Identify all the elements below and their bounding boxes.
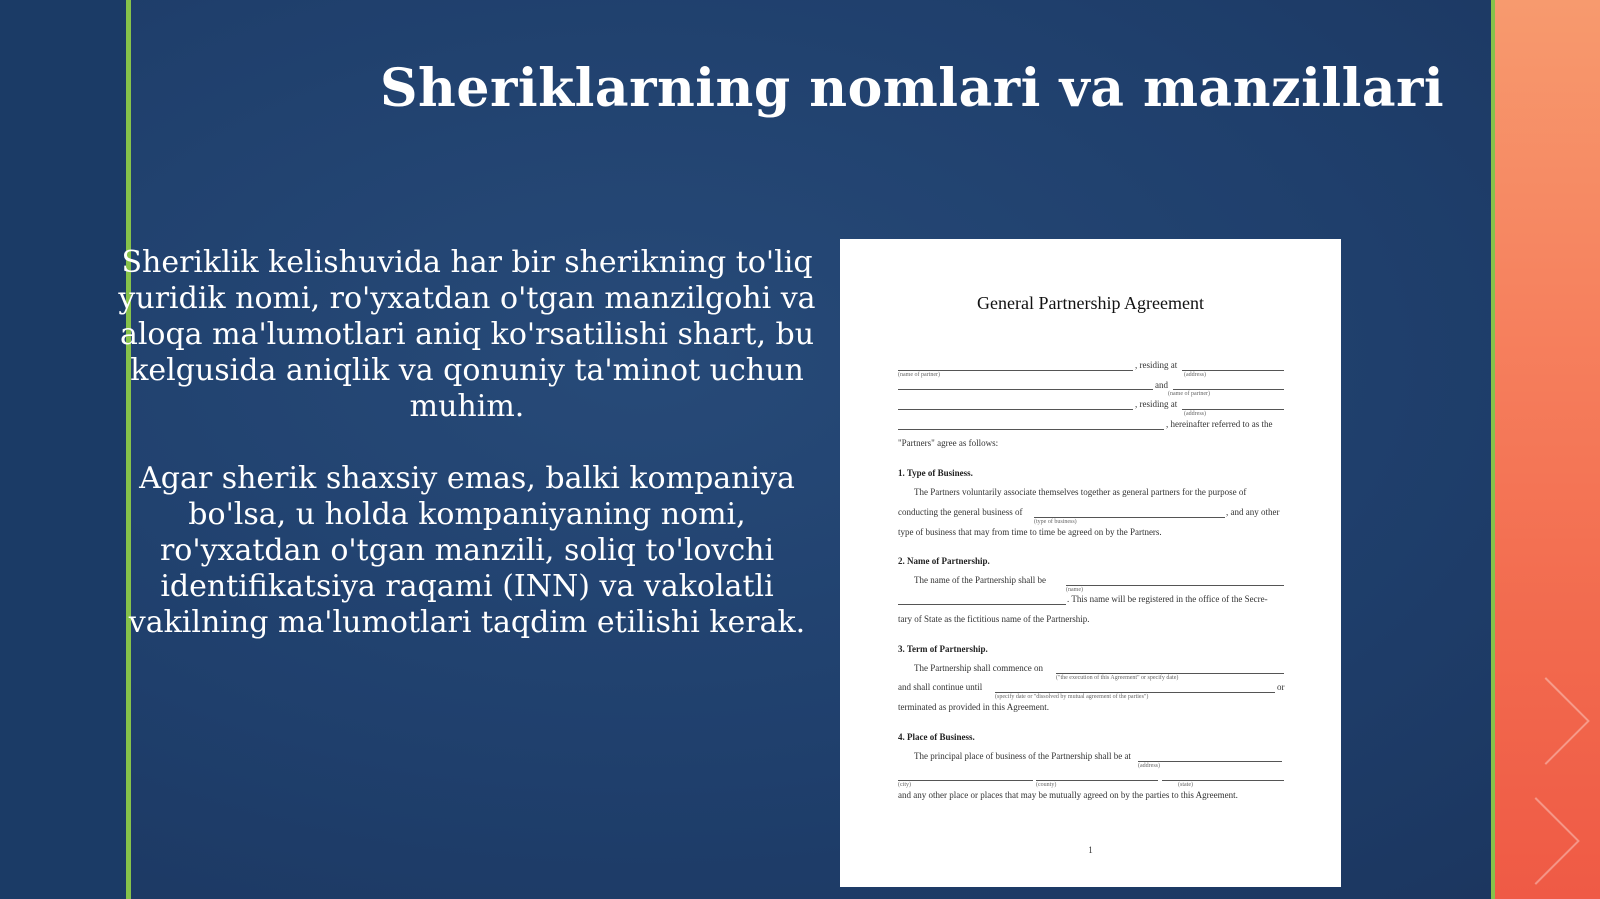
paragraph-partner-details: Sheriklik kelishuvida har bir sherikning to'liq yuridik nomi, ro'yxatdan o'tgan manzilgohi va aloqa ma'lumotlari aniq ko'rsatilishi shart, bu kelgusida aniqlik va qonuniy ta'minot uchun muhim. [118,245,816,424]
doc-text: and any other place or places that may be mutually agreed on by the parties to this Agreement. [898,790,1238,800]
slide-title: Sheriklarning nomlari va manzillari [380,58,1445,119]
blank-line [1034,517,1225,518]
doc-text: The Partnership shall commence on [914,663,1043,673]
doc-label: (address) [1184,411,1206,417]
blank-line [898,389,1153,390]
blank-line [898,780,1033,781]
blank-line [1066,585,1284,586]
page-number: 1 [1088,845,1093,855]
blank-line [1162,780,1284,781]
doc-label: (name of partner) [898,372,940,378]
doc-label: (name) [1066,587,1083,593]
section-heading: 2. Name of Partnership. [898,556,990,566]
doc-text: . This name will be registered in the office of the Secre- [1067,594,1268,604]
blank-line [1056,673,1284,674]
doc-label: (state) [1178,782,1193,788]
paragraph-company-partner: Agar sherik shaxsiy emas, balki kompaniya bo'lsa, u holda kompaniyaning nomi, ro'yxatdan o'tgan manzili, soliq to'lovchi identifikatsiya raqami (INN) va vakolatli vakilning ma'lumotlari taqdim etilishi kerak. [128,461,806,640]
doc-text: The principal place of business of the Partnership shall be at [914,751,1131,761]
agreement-document-image [840,239,1341,887]
document-title: General Partnership Agreement [977,293,1204,313]
doc-text: , residing at [1135,360,1178,370]
blank-line [1182,409,1284,410]
doc-text: The name of the Partnership shall be [914,575,1046,585]
doc-text: , hereinafter referred to as the [1166,419,1273,429]
blank-line [1138,761,1282,762]
blank-line [1173,389,1284,390]
doc-text: tary of State as the fictitious name of the Partnership. [898,614,1090,624]
blank-line [898,370,1133,371]
chevron-decoration-icon [1492,797,1580,885]
doc-label: (type of business) [1034,519,1077,525]
blank-line [1182,370,1284,371]
doc-text: terminated as provided in this Agreement. [898,702,1049,712]
blank-line [1036,780,1158,781]
doc-text: "Partners" agree as follows: [898,438,999,448]
doc-text: and shall continue until [898,682,983,692]
doc-text: and [1155,380,1168,390]
doc-text: type of business that may from time to time be agreed on by the Partners. [898,527,1162,537]
blank-line [995,692,1275,693]
section-heading: 4. Place of Business. [898,732,975,742]
doc-label: ("the execution of this Agreement" or specify date) [1056,675,1179,681]
doc-text: , residing at [1135,399,1178,409]
doc-text: The Partners voluntarily associate themselves together as general partners for the purpose of [914,487,1247,497]
blank-line [898,409,1133,410]
section-heading: 3. Term of Partnership. [898,644,988,654]
doc-label: (address) [1184,372,1206,378]
left-band [0,0,126,899]
doc-text: , and any other [1226,507,1280,517]
doc-text: or [1277,682,1285,692]
slide-body [112,245,822,677]
doc-text: conducting the general business of [898,507,1023,517]
doc-label: (county) [1036,782,1057,788]
blank-line [898,604,1066,605]
chevron-decoration-icon [1502,677,1590,765]
section-heading: 1. Type of Business. [898,468,973,478]
doc-label: (address) [1138,763,1160,769]
doc-label: (city) [898,782,911,788]
doc-label: (name of partner) [1168,391,1210,397]
right-decorative-band [1495,0,1600,899]
blank-line [898,429,1164,430]
doc-label: (specify date or "dissolved by mutual agreement of the parties") [995,694,1149,700]
